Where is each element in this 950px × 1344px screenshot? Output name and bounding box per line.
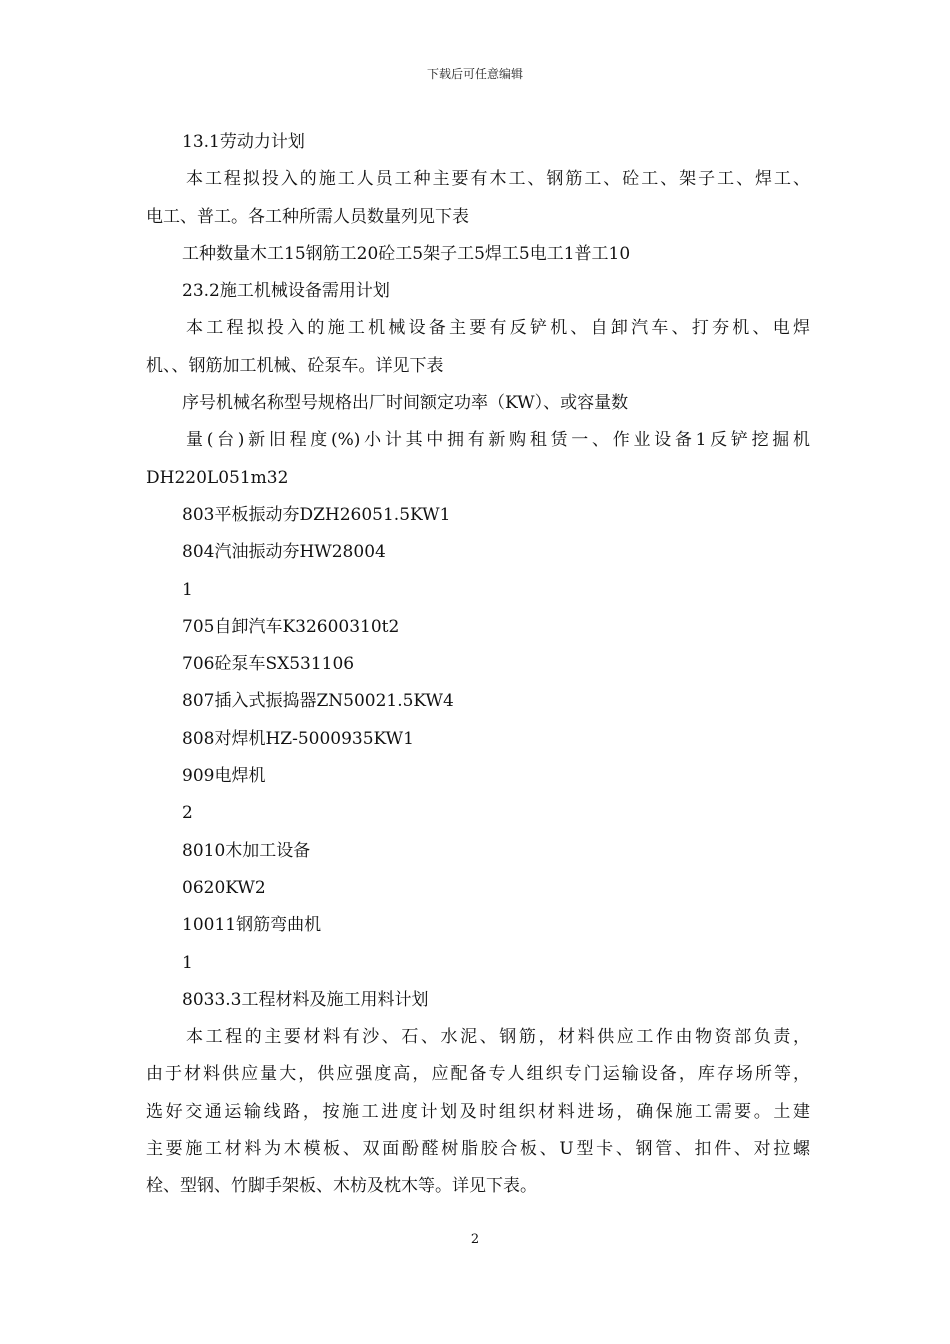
paragraph-line: 机、、钢筋加工机械、砼泵车。详见下表 bbox=[146, 355, 444, 376]
paragraph-line: 序号机械名称型号规格出厂时间额定功率（KW）、或容量数 bbox=[182, 393, 629, 414]
paragraph-line: 本工程拟投入的施工机械设备主要有反铲机、自卸汽车、打夯机、电焊 bbox=[186, 318, 810, 339]
paragraph-line: 由于材料供应量大，供应强度高，应配备专人组织专门运输设备，库存场所等， bbox=[146, 1064, 810, 1085]
document-body bbox=[146, 124, 810, 1206]
section-heading: 23.2施工机械设备需用计划 bbox=[182, 281, 390, 302]
list-item: 8010木加工设备 bbox=[182, 840, 311, 861]
paragraph-line: DH220L051m32 bbox=[146, 467, 289, 488]
section-heading: 13.1劳动力计划 bbox=[182, 132, 305, 152]
paragraph-line: 栓、型钢、竹脚手架板、木枋及枕木等。详见下表。 bbox=[146, 1176, 537, 1197]
list-item: 803平板振动夯DZH26051.5KW1 bbox=[182, 504, 451, 525]
list-item: 2 bbox=[182, 803, 193, 824]
paragraph-line: 本工程拟投入的施工人员工种主要有木工、钢筋工、砼工、架子工、焊工、 bbox=[186, 169, 810, 190]
list-item: 0620KW2 bbox=[182, 877, 266, 898]
list-item: 705自卸汽车K32600310t2 bbox=[182, 616, 400, 637]
paragraph-line: 电工、普工。各工种所需人员数量列见下表 bbox=[146, 206, 469, 227]
list-item: 1 bbox=[182, 579, 193, 600]
list-item: 1 bbox=[182, 952, 193, 973]
list-item: 706砼泵车SX531106 bbox=[182, 654, 355, 675]
page-header: 下载后可任意编辑 bbox=[426, 67, 523, 81]
paragraph-line: 量(台)新旧程度(%)小计其中拥有新购租赁一、作业设备1反铲挖掘机 bbox=[186, 430, 810, 451]
paragraph-line: 本工程的主要材料有沙、石、水泥、钢筋，材料供应工作由物资部负责， bbox=[186, 1027, 810, 1048]
list-item: 909电焊机 bbox=[182, 766, 266, 787]
list-item: 808对焊机HZ-5000935KW1 bbox=[182, 728, 414, 749]
paragraph-line: 选好交通运输线路，按施工进度计划及时组织材料进场，确保施工需要。土建 bbox=[146, 1101, 810, 1122]
list-item: 804汽油振动夯HW28004 bbox=[182, 542, 386, 563]
paragraph-line: 主要施工材料为木模板、双面酚醛树脂胶合板、U型卡、钢管、扣件、对拉螺 bbox=[146, 1139, 810, 1160]
list-item: 10011钢筋弯曲机 bbox=[182, 915, 322, 936]
page-number: 2 bbox=[470, 1232, 480, 1247]
list-item: 807插入式振捣器ZN50021.5KW4 bbox=[182, 691, 454, 712]
section-heading: 8033.3工程材料及施工用料计划 bbox=[182, 989, 429, 1010]
paragraph-line: 工种数量木工15钢筋工20砼工5架子工5焊工5电工1普工10 bbox=[182, 243, 631, 264]
